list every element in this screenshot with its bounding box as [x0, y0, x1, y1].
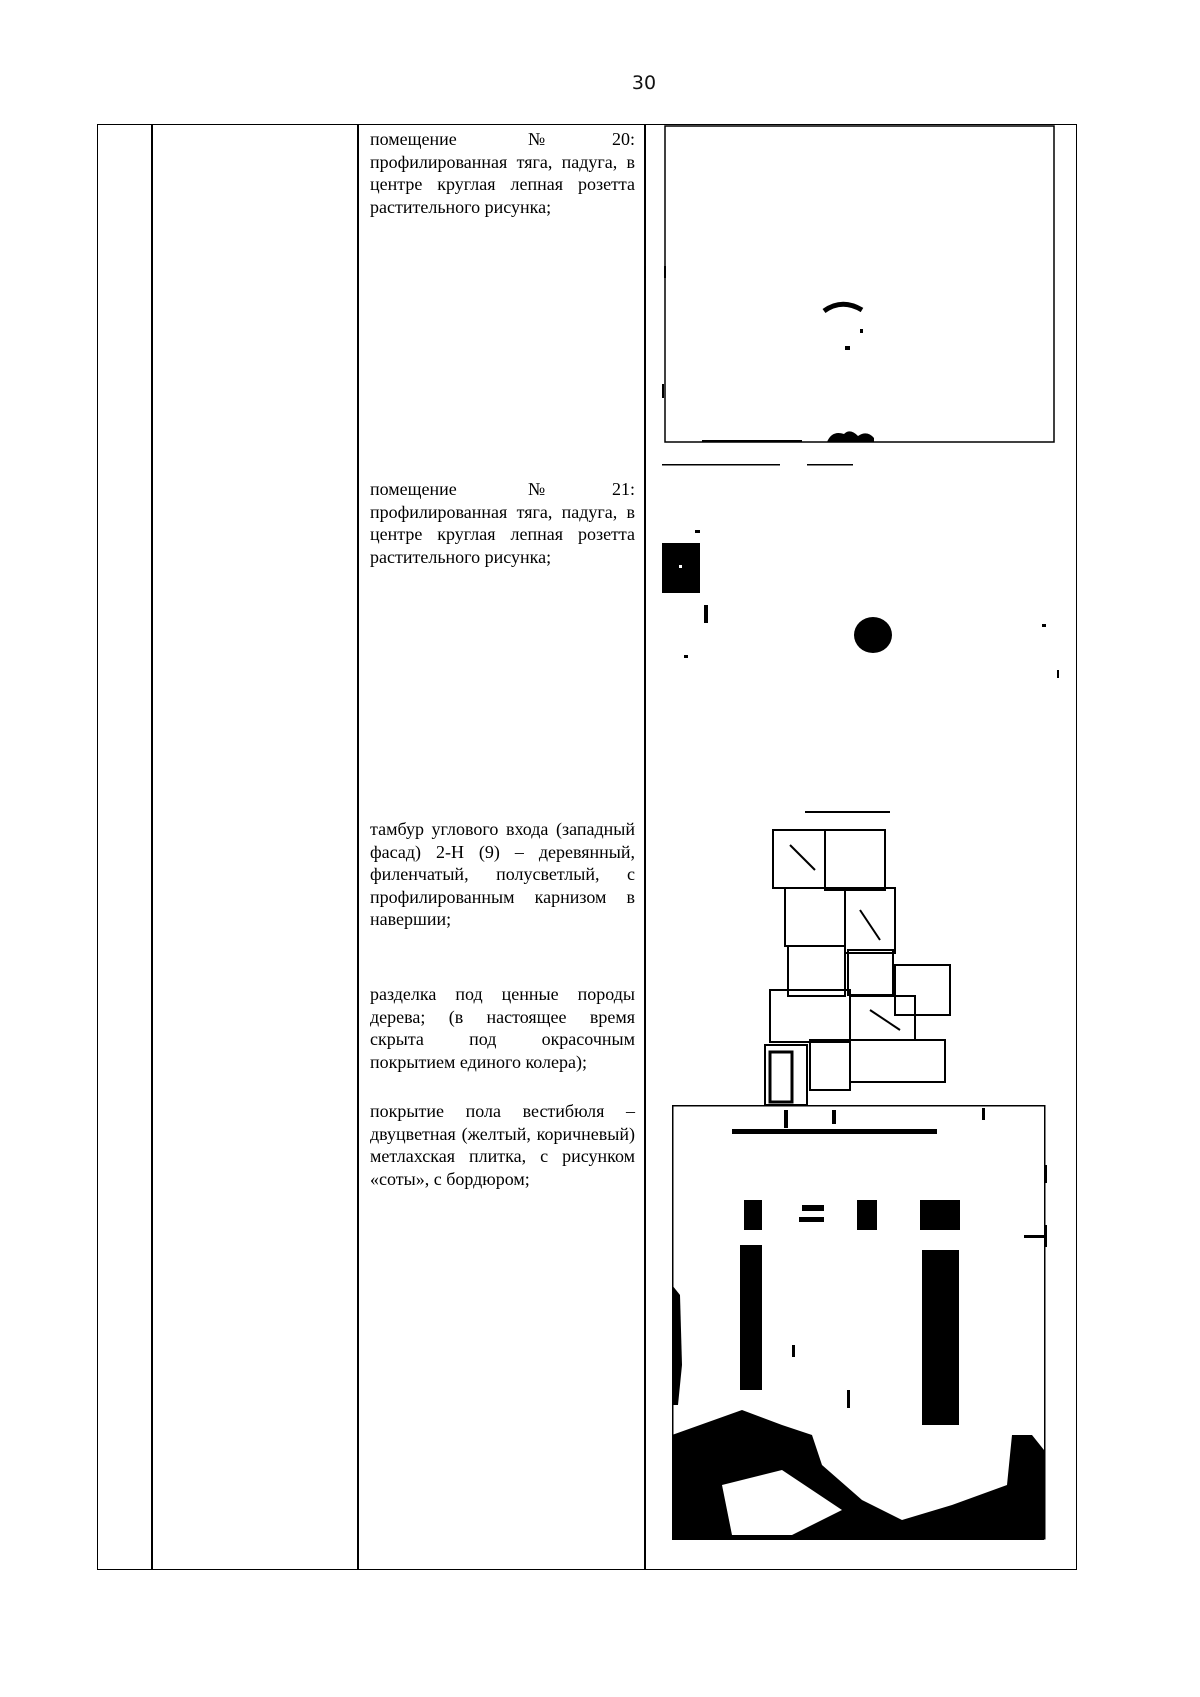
ceiling-rosette-photo-room-20: [662, 124, 1062, 474]
description-room-21: помещение №21: профилированная тяга, падуга, в центре круглая лепная розетта растительного рисунка;: [370, 479, 635, 567]
column-divider: [151, 124, 153, 1570]
ceiling-rosette-photo-room-21: [662, 530, 1062, 690]
description-wood-finish: разделка под ценные породы дерева; (в настоящее время скрыта под окрасочным покрытием единого колера);: [370, 984, 635, 1072]
description-vestibule-door: тамбур углового входа (западный фасад) 2-Н (9) – деревянный, филенчатый, полусветлый, с профилированным карнизом в навершии;: [370, 819, 635, 929]
column-divider: [357, 124, 359, 1570]
floor-plan-scheme: [730, 800, 995, 1105]
page-number: 30: [631, 72, 657, 94]
column-divider: [644, 124, 646, 1570]
description-room-20: помещение №20: профилированная тяга, падуга, в центре круглая лепная розетта растительного рисунка;: [370, 129, 635, 217]
description-floor-tiles: покрытие пола вестибюля – двуцветная (желтый, коричневый) метлахская плитка, с рисунком «соты», с бордюром;: [370, 1101, 635, 1189]
vestibule-door-photo: [672, 1105, 1047, 1540]
